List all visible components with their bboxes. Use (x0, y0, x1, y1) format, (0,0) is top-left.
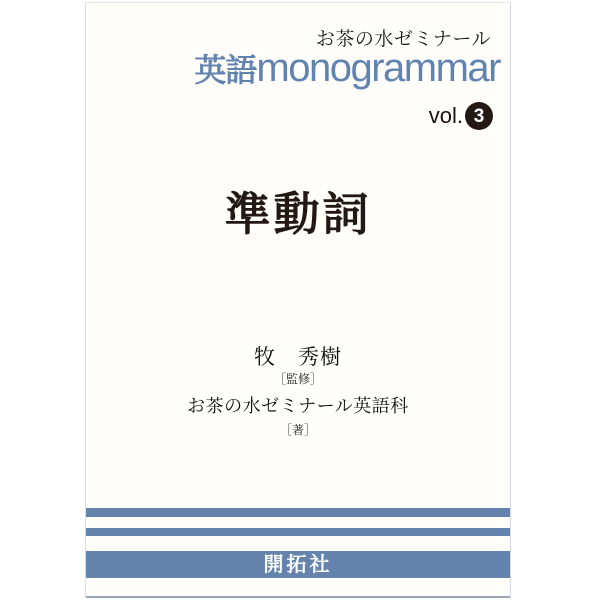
main-title: 準動詞 (224, 188, 372, 240)
volume-line (86, 102, 493, 130)
volume-number-badge: 3 (465, 102, 493, 130)
publisher-name: 開拓社 (263, 553, 333, 576)
book-title-english: monogrammar (256, 46, 500, 90)
book-title-japanese: 英語 (194, 52, 257, 88)
decorative-bar-top (86, 508, 510, 517)
author-name: お茶の水ゼミナール英語科 (187, 396, 409, 416)
series-name: お茶の水ゼミナール (315, 29, 491, 50)
decorative-bar-middle (86, 528, 510, 536)
book-cover (85, 2, 511, 598)
book-title-line (86, 48, 500, 88)
publisher-bar (86, 551, 510, 578)
supervisor-role-label: ［監修］ (273, 372, 322, 386)
bottom-edge-rule (86, 596, 510, 598)
supervisor-name: 牧 秀樹 (254, 346, 342, 369)
volume-label: vol. (428, 103, 463, 128)
author-role-label: ［著］ (279, 423, 316, 437)
